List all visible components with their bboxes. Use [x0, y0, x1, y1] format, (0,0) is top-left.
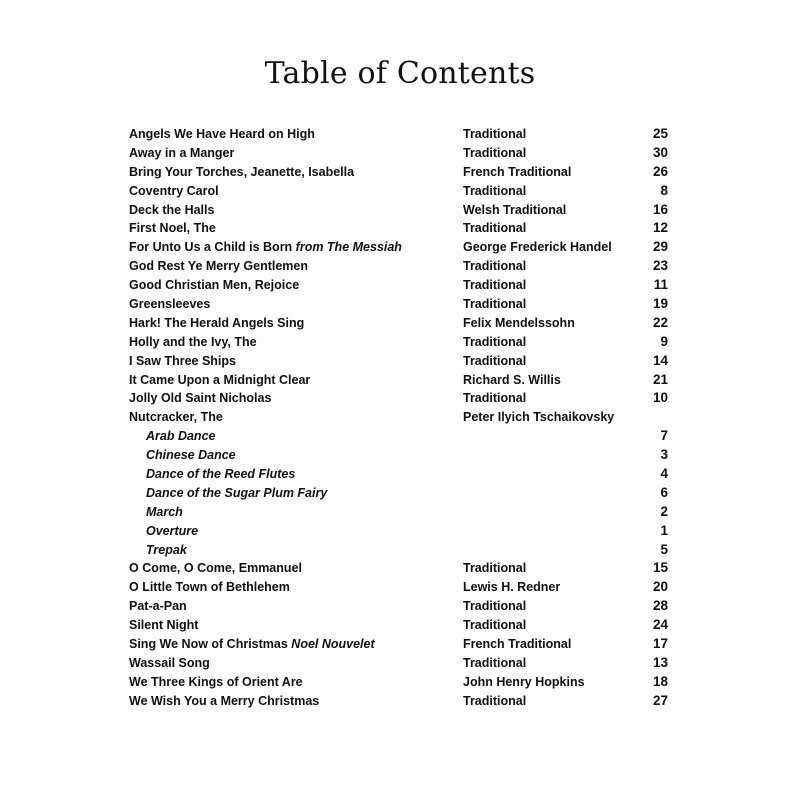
toc-entry [0, 597, 800, 616]
toc-entry [0, 182, 800, 201]
entry-title-text: Trepak [146, 542, 187, 557]
toc-entry [0, 559, 800, 578]
toc-entry [0, 654, 800, 673]
entry-page-number: 5 [660, 541, 668, 557]
toc-entry [0, 125, 800, 144]
entry-page-number: 13 [652, 654, 668, 670]
entry-title-text: Deck the Halls [129, 202, 215, 217]
entry-title-text: Bring Your Torches, Jeanette, Isabella [129, 164, 355, 179]
entry-title-text: Dance of the Reed Flutes [146, 467, 296, 482]
entry-title-text: We Three Kings of Orient Are [129, 674, 303, 689]
entry-title-text: Away in a Manger [129, 145, 235, 160]
entry-title-text: Angels We Have Heard on High [129, 127, 315, 141]
entry-page-number: 16 [652, 201, 668, 217]
toc-entry [0, 578, 800, 597]
entry-title-text: Sing We Now of Christmas [129, 637, 292, 652]
entry-page-number: 10 [652, 390, 668, 406]
entry-page-number: 15 [652, 560, 668, 576]
entry-page-number: 17 [652, 636, 668, 652]
entry-page-number: 11 [653, 277, 668, 293]
entry-title [129, 276, 299, 295]
entry-composer: French Traditional [463, 164, 572, 179]
entry-page-number: 28 [652, 598, 668, 614]
entry-title [146, 522, 198, 541]
entry-composer: Traditional [463, 618, 527, 633]
entry-title [129, 654, 210, 673]
entry-page-number: 7 [660, 428, 668, 444]
entry-title [129, 182, 219, 201]
entry-page-number: 18 [652, 673, 668, 689]
entry-composer: Traditional [463, 145, 527, 160]
entry-page-number: 9 [660, 333, 668, 349]
toc-subentry [0, 541, 800, 560]
toc-entry [0, 257, 800, 276]
entry-composer: Traditional [463, 183, 527, 198]
toc-subentry [0, 446, 800, 465]
entry-title [146, 427, 215, 446]
entry-composer: Traditional [463, 561, 527, 576]
entry-title-text: Good Christian Men, Rejoice [129, 278, 300, 293]
entry-title-text: Holly and the Ivy, The [129, 334, 257, 349]
entry-page-number: 27 [652, 692, 668, 708]
toc-subentry [0, 503, 800, 522]
toc-entry [0, 276, 800, 295]
toc-subentry [0, 484, 800, 503]
entry-composer: Traditional [463, 221, 527, 236]
entry-title-text: God Rest Ye Merry Gentlemen [129, 259, 308, 274]
entry-title [129, 333, 257, 352]
entry-title-text: Coventry Carol [129, 183, 219, 198]
entry-page-number: 25 [652, 126, 668, 141]
entry-page-number: 21 [652, 371, 668, 387]
entry-composer: Lewis H. Redner [463, 580, 561, 595]
entry-title-text: We Wish You a Merry Christmas [129, 693, 320, 708]
entry-composer: Richard S. Willis [463, 372, 561, 387]
entry-title [129, 163, 354, 182]
entry-composer: Traditional [463, 693, 527, 708]
entry-page-number: 23 [652, 258, 668, 274]
entry-page-number: 19 [652, 296, 668, 312]
toc-subentry [0, 465, 800, 484]
entry-title [129, 238, 402, 257]
entry-title-text: O Little Town of Bethlehem [129, 580, 290, 595]
toc-entry [0, 201, 800, 220]
entry-title [129, 295, 210, 314]
entry-page-number: 12 [652, 220, 668, 236]
entry-title [129, 597, 187, 616]
entry-title-text: It Came Upon a Midnight Clear [129, 372, 311, 387]
toc-entry [0, 673, 800, 692]
entry-composer: John Henry Hopkins [463, 674, 585, 689]
entry-title-text: Greensleeves [129, 297, 211, 312]
entry-composer: Felix Mendelssohn [463, 315, 575, 330]
toc-entry [0, 144, 800, 163]
entry-title [129, 692, 319, 711]
entry-title-text: Wassail Song [129, 655, 210, 670]
entry-title [129, 371, 310, 390]
entry-title-italic: from The Messiah [295, 240, 402, 255]
entry-title-text: Pat-a-Pan [129, 599, 187, 614]
page-title: Table of Contents [264, 56, 536, 91]
toc-entry [0, 238, 800, 257]
toc-subentry [0, 522, 800, 541]
entry-title-text: March [146, 504, 183, 519]
entry-page-number: 29 [652, 239, 668, 255]
entry-composer: Welsh Traditional [463, 202, 567, 217]
entry-title-text: Jolly Old Saint Nicholas [129, 391, 272, 406]
entry-title [129, 389, 271, 408]
entry-title-text: First Noel, The [129, 221, 216, 236]
entry-page-number: 26 [652, 163, 668, 179]
entry-title-text: I Saw Three Ships [129, 353, 236, 368]
entry-composer: Traditional [463, 127, 527, 141]
entry-composer: Traditional [463, 278, 527, 293]
toc-list [0, 125, 800, 711]
entry-title-text: Arab Dance [146, 429, 216, 444]
entry-title [129, 219, 216, 238]
entry-title [129, 352, 236, 371]
toc-entry [0, 219, 800, 238]
entry-title [129, 125, 315, 144]
entry-title [129, 616, 198, 635]
entry-title-text: Hark! The Herald Angels Sing [129, 315, 305, 330]
entry-title-text: For Unto Us a Child is Born [129, 240, 296, 255]
entry-page-number: 20 [652, 579, 668, 595]
entry-title [129, 635, 375, 654]
entry-composer: French Traditional [463, 637, 572, 652]
entry-title-text: Nutcracker, The [129, 410, 223, 425]
entry-title [129, 578, 290, 597]
entry-title [129, 673, 303, 692]
toc-entry [0, 295, 800, 314]
entry-page-number: 14 [652, 352, 668, 368]
entry-title [146, 484, 327, 503]
entry-page-number: 22 [652, 314, 668, 330]
toc-entry [0, 692, 800, 711]
toc-entry [0, 314, 800, 333]
entry-composer: Peter Ilyich Tschaikovsky [463, 410, 615, 425]
entry-composer: Traditional [463, 655, 527, 670]
toc-entry [0, 616, 800, 635]
entry-title [146, 541, 187, 560]
entry-page-number: 4 [660, 466, 668, 482]
entry-composer: Traditional [463, 259, 527, 274]
entry-title-text: Dance of the Sugar Plum Fairy [146, 485, 328, 500]
entry-page-number: 24 [652, 617, 668, 633]
toc-entry [0, 635, 800, 654]
entry-composer: Traditional [463, 297, 527, 312]
entry-title-text: O Come, O Come, Emmanuel [129, 561, 302, 576]
entry-title [129, 408, 223, 427]
entry-composer: George Frederick Handel [463, 240, 612, 255]
entry-title [146, 503, 183, 522]
toc-entry [0, 408, 800, 427]
entry-title [129, 559, 302, 578]
entry-page-number: 30 [652, 144, 668, 160]
entry-composer: Traditional [463, 599, 527, 614]
entry-composer: Traditional [463, 391, 527, 406]
entry-title [129, 144, 234, 163]
entry-title-italic: Noel Nouvelet [291, 637, 375, 652]
toc-entry [0, 163, 800, 182]
entry-page-number: 6 [660, 484, 668, 500]
toc-entry [0, 333, 800, 352]
toc-entry [0, 352, 800, 371]
entry-title-text: Overture [146, 523, 199, 538]
entry-title [146, 446, 236, 465]
entry-page-number: 2 [660, 503, 668, 519]
entry-title-text: Silent Night [129, 618, 199, 633]
entry-composer: Traditional [463, 334, 527, 349]
entry-title [146, 465, 295, 484]
entry-page-number: 8 [660, 182, 668, 198]
entry-title [129, 314, 304, 333]
toc-entry [0, 371, 800, 390]
entry-composer: Traditional [463, 353, 527, 368]
toc-entry [0, 389, 800, 408]
entry-page-number: 1 [660, 522, 668, 538]
entry-title-text: Chinese Dance [146, 448, 236, 463]
entry-title [129, 201, 214, 220]
entry-title [129, 257, 308, 276]
toc-subentry [0, 427, 800, 446]
entry-page-number: 3 [660, 447, 668, 463]
